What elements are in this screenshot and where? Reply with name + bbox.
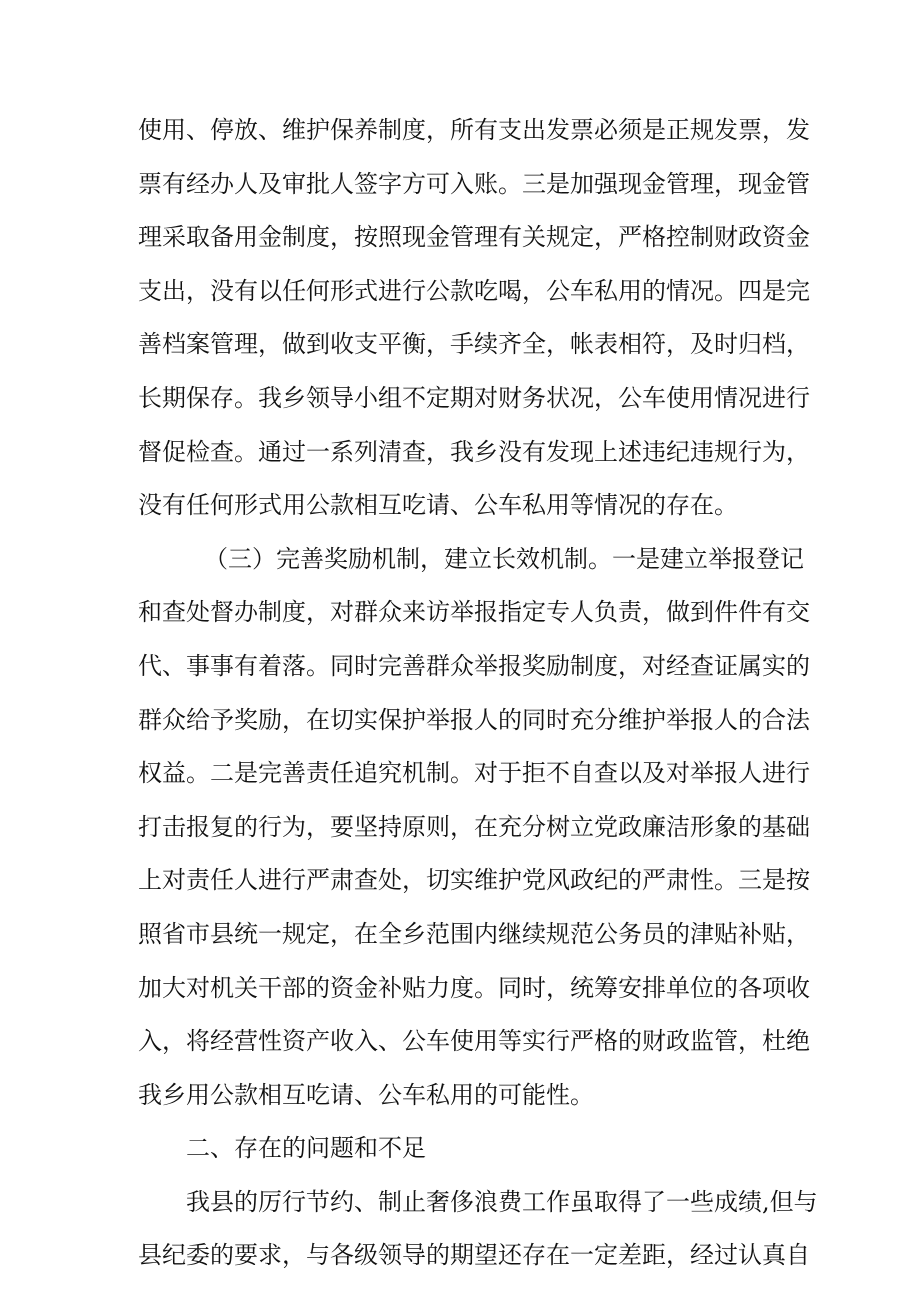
text-line: 上对责任人进行严肃查处，切实维护党风政纪的严肃性。三是按 — [138, 866, 810, 895]
text-line: 善档案管理，做到收支平衡，手续齐全，帐表相符，及时归档， — [138, 330, 810, 359]
body-text — [138, 104, 818, 1283]
text-line: 督促检查。通过一系列清查，我乡没有发现上述违纪违规行为， — [138, 437, 810, 466]
text-line: 照省市县统一规定，在全乡范围内继续规范公务员的津贴补贴， — [138, 919, 810, 948]
text-line: 支出，没有以任何形式进行公款吃喝，公车私用的情况。四是完 — [138, 276, 810, 305]
text-line: 票有经办人及审批人签字方可入账。三是加强现金管理，现金管 — [138, 169, 810, 198]
text-line: 我乡用公款相互吃请、公车私用的可能性。 — [138, 1080, 594, 1109]
text-line: 加大对机关干部的资金补贴力度。同时，统筹安排单位的各项收 — [138, 973, 810, 1002]
text-line: （三）完善奖励机制，建立长效机制。一是建立举报登记 — [204, 544, 804, 573]
text-line: 县纪委的要求，与各级领导的期望还存在一定差距，经过认真自 — [138, 1241, 810, 1270]
section-heading: 二、存在的问题和不足 — [186, 1134, 426, 1163]
text-line: 和查处督办制度，对群众来访举报指定专人负责，做到件件有交 — [138, 598, 810, 627]
text-line: 没有任何形式用公款相互吃请、公车私用等情况的存在。 — [138, 491, 738, 520]
text-line: 权益。二是完善责任追究机制。对于拒不自查以及对举报人进行 — [138, 759, 810, 788]
text-line: 理采取备用金制度，按照现金管理有关规定，严格控制财政资金 — [138, 223, 810, 252]
text-line: 群众给予奖励，在切实保护举报人的同时充分维护举报人的合法 — [138, 705, 810, 734]
text-line: 使用、停放、维护保养制度，所有支出发票必须是正规发票，发 — [138, 116, 810, 144]
text-line: 我县的厉行节约、制止奢侈浪费工作虽取得了一些成绩,但与 — [186, 1187, 818, 1216]
text-line: 长期保存。我乡领导小组不定期对财务状况，公车使用情况进行 — [138, 383, 810, 412]
text-line: 打击报复的行为，要坚持原则，在充分树立党政廉洁形象的基础 — [138, 812, 810, 841]
text-line: 入，将经营性资产收入、公车使用等实行严格的财政监管，杜绝 — [138, 1027, 810, 1056]
text-line: 代、事事有着落。同时完善群众举报奖励制度，对经查证属实的 — [138, 651, 810, 680]
